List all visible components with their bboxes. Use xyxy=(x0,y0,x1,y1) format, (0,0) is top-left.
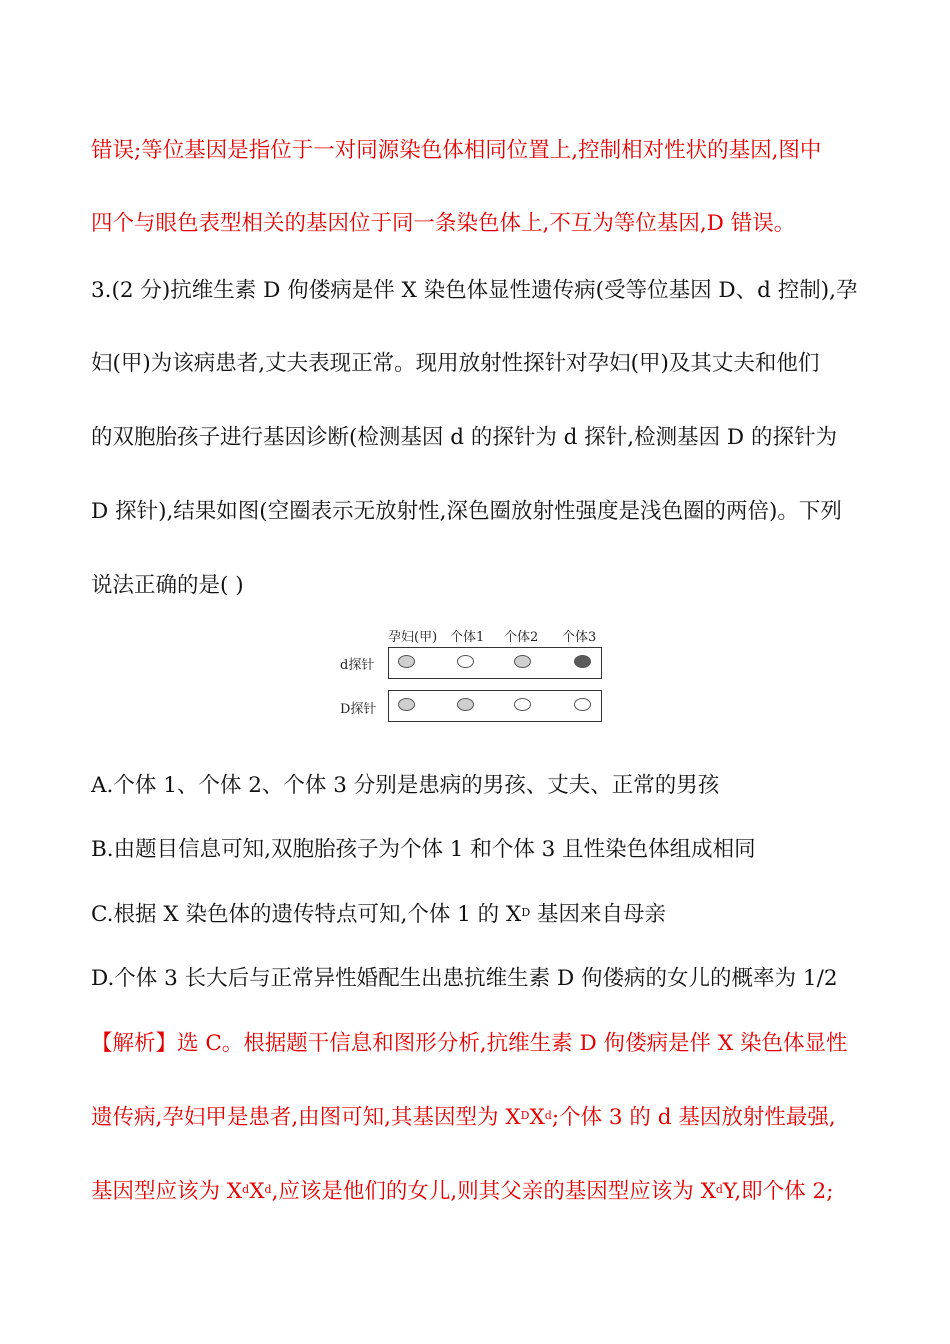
header-pregnant-woman: 孕妇(甲) xyxy=(388,630,438,645)
question-line-3: 的双胞胎孩子进行基因诊断(检测基因 d 的探针为 d 探针,检测基因 D 的探针为 xyxy=(91,425,837,450)
analysis-line-2: 遗传病,孕妇甲是患者,由图可知,其基因型为 $X^DX^d$;个体 3 的 d 基因放射性最强, xyxy=(91,1105,836,1130)
header-individual-2: 个体2 xyxy=(504,630,539,645)
option-a: A.个体 1、个体 2、个体 3 分别是患病的男孩、丈夫、正常的男孩 xyxy=(91,773,720,798)
row-label-D-probe: D探针 xyxy=(340,702,377,717)
dot-empty xyxy=(457,655,474,668)
header-individual-3: 个体3 xyxy=(562,630,597,645)
option-b: B.由题目信息可知,双胞胎孩子为个体 1 和个体 3 且性染色体组成相同 xyxy=(91,837,756,862)
option-c: C.根据 X 染色体的遗传特点可知,个体 1 的 $X^D$ 基因来自母亲 xyxy=(91,902,666,927)
d-probe-box xyxy=(388,647,602,679)
dot-light xyxy=(398,655,415,668)
dot-empty xyxy=(574,698,591,711)
option-d: D.个体 3 长大后与正常异性婚配生出患抗维生素 D 佝偻病的女儿的概率为 1/2 xyxy=(91,966,838,991)
header-individual-1: 个体1 xyxy=(450,630,485,645)
analysis-line-1: 【解析】选 C。根据题干信息和图形分析,抗维生素 D 佝偻病是伴 X 染色体显性 xyxy=(91,1031,848,1056)
dot-light xyxy=(398,698,415,711)
row-label-d-probe: d探针 xyxy=(340,658,375,673)
dot-light xyxy=(514,655,531,668)
dot-light xyxy=(457,698,474,711)
analysis-prev-line-1: 错误;等位基因是指位于一对同源染色体相同位置上,控制相对性状的基因,图中 xyxy=(91,138,822,163)
question-line-2: 妇(甲)为该病患者,丈夫表现正常。现用放射性探针对孕妇(甲)及其丈夫和他们 xyxy=(91,351,820,376)
probe-diagram xyxy=(340,622,610,732)
D-probe-box xyxy=(388,690,602,722)
dot-empty xyxy=(514,698,531,711)
analysis-line-3: 基因型应该为 $X^dX^d$,应该是他们的女儿,则其父亲的基因型应该为 $X^dY$,即个体 2; xyxy=(91,1179,834,1204)
question-line-1: 3.(2 分)抗维生素 D 佝偻病是伴 X 染色体显性遗传病(受等位基因 D、d 控制),孕 xyxy=(91,278,858,303)
analysis-prev-line-2: 四个与眼色表型相关的基因位于同一条染色体上,不互为等位基因,D 错误。 xyxy=(91,211,796,236)
dot-dark xyxy=(574,655,591,668)
question-line-4: D 探针),结果如图(空圈表示无放射性,深色圈放射性强度是浅色圈的两倍)。下列 xyxy=(91,499,842,524)
question-line-5: 说法正确的是( ) xyxy=(91,573,244,598)
